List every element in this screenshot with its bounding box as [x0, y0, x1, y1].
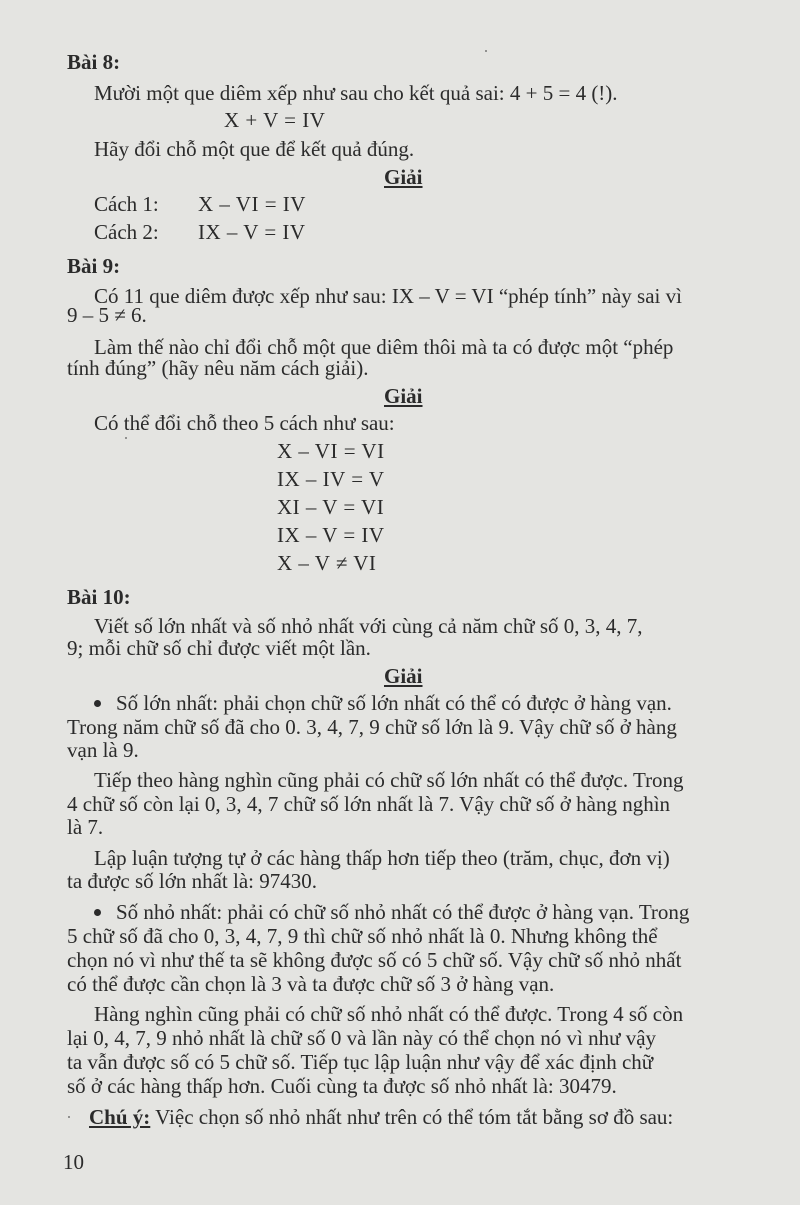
largest-number-paragraph-line2: Trong năm chữ số đã cho 0. 3, 4, 7, 9 chữ số lớn là 9. Vậy chữ số ở hàng — [67, 715, 677, 739]
problem-9-question-line1: Làm thế nào chỉ đổi chỗ một que diêm thôi mà ta có được một “phép — [94, 335, 674, 359]
problem-10-statement-line1: Viết số lớn nhất và số nhỏ nhất với cùng cả năm chữ số 0, 3, 4, 7, — [94, 614, 643, 638]
note-text: Việc chọn số nhỏ nhất như trên có thể tóm tắt bằng sơ đồ sau: — [150, 1105, 674, 1129]
smallest-thousands-paragraph-line1: Hàng nghìn cũng phải có chữ số nhỏ nhất có thể được. Trong 4 số còn — [94, 1002, 684, 1026]
problem-8-way1-formula: X – VI = IV — [198, 192, 306, 216]
problem-8-way1-label: Cách 1: — [94, 192, 159, 216]
problem-9-statement-line1: Có 11 que diêm được xếp như sau: IX – V = VI “phép tính” này sai vì — [94, 284, 682, 308]
problem-9-statement-line2: 9 – 5 ≠ 6. — [67, 303, 147, 327]
paper-speck — [485, 50, 487, 52]
problem-8-way2-formula: IX – V = IV — [198, 220, 306, 244]
reasoning-paragraph-line2: ta được số lớn nhất là: 97430. — [67, 869, 317, 893]
problem-9-solution-heading: Giải — [384, 384, 423, 408]
smallest-number-paragraph-line4: có thể được cần chọn là 3 và ta được chữ số 3 ở hàng vạn. — [67, 972, 555, 996]
problem-8-statement: Mười một que diêm xếp như sau cho kết quả sai: 4 + 5 = 4 (!). — [94, 81, 618, 105]
problem-9-solution-1: X – VI = VI — [277, 439, 385, 463]
problem-8-way2-label: Cách 2: — [94, 220, 159, 244]
problem-9-solution-intro: Có thể đổi chỗ theo 5 cách như sau: — [94, 411, 395, 435]
problem-8-question: Hãy đổi chỗ một que để kết quả đúng. — [94, 137, 415, 161]
problem-9-heading: Bài 9: — [67, 254, 121, 278]
reasoning-paragraph-line1: Lập luận tượng tự ở các hàng thấp hơn tiếp theo (trăm, chục, đơn vị) — [94, 846, 670, 870]
bullet-icon — [94, 909, 101, 916]
thousands-paragraph-line3: là 7. — [67, 815, 104, 839]
smallest-number-paragraph-line1: Số nhỏ nhất: phải có chữ số nhỏ nhất có thể được ở hàng vạn. Trong — [94, 899, 689, 925]
note-label: Chú ý: — [89, 1105, 151, 1129]
problem-9-solution-2: IX – IV = V — [277, 467, 385, 491]
smallest-thousands-paragraph-line4: số ở các hàng thấp hơn. Cuối cùng ta được số nhỏ nhất là: 30479. — [67, 1074, 617, 1098]
smallest-number-paragraph-line2: 5 chữ số đã cho 0, 3, 4, 7, 9 thì chữ số nhỏ nhất là 0. Nhưng không thể — [67, 924, 658, 948]
problem-9-solution-3: XI – V = VI — [277, 495, 385, 519]
thousands-paragraph-line1: Tiếp theo hàng nghìn cũng phải có chữ số lớn nhất có thể được. Trong — [94, 768, 684, 792]
problem-10-solution-heading: Giải — [384, 664, 423, 688]
paper-speck — [68, 1116, 70, 1118]
smallest-number-paragraph-line3: chọn nó vì như thế ta sẽ không được số có 5 chữ số. Vậy chữ số nhỏ nhất — [67, 948, 682, 972]
problem-8-heading: Bài 8: — [67, 50, 121, 74]
page-number: 10 — [63, 1150, 84, 1174]
problem-8-equation: X + V = IV — [224, 108, 326, 132]
paper-speck — [125, 437, 127, 439]
problem-8-solution-heading: Giải — [384, 165, 423, 189]
note-line — [89, 1104, 673, 1130]
largest-number-paragraph-line3: vạn là 9. — [67, 738, 139, 762]
smallest-thousands-paragraph-line2: lại 0, 4, 7, 9 nhỏ nhất là chữ số 0 và lần này có thể chọn nó vì như vậy — [67, 1026, 657, 1050]
problem-9-solution-5: X – V ≠ VI — [277, 551, 377, 575]
problem-10-statement-line2: 9; mỗi chữ số chỉ được viết một lần. — [67, 636, 371, 660]
problem-9-question-line2: tính đúng” (hãy nêu năm cách giải). — [67, 356, 369, 380]
problem-10-heading: Bài 10: — [67, 585, 131, 609]
largest-number-paragraph-line1: Số lớn nhất: phải chọn chữ số lớn nhất có thể có được ở hàng vạn. — [94, 690, 672, 716]
smallest-thousands-paragraph-line3: ta vẫn được số có 5 chữ số. Tiếp tục lập luận như vậy để xác định chữ — [67, 1050, 654, 1074]
problem-9-solution-4: IX – V = IV — [277, 523, 385, 547]
bullet-icon — [94, 700, 101, 707]
thousands-paragraph-line2: 4 chữ số còn lại 0, 3, 4, 7 chữ số lớn nhất là 7. Vậy chữ số ở hàng nghìn — [67, 792, 671, 816]
